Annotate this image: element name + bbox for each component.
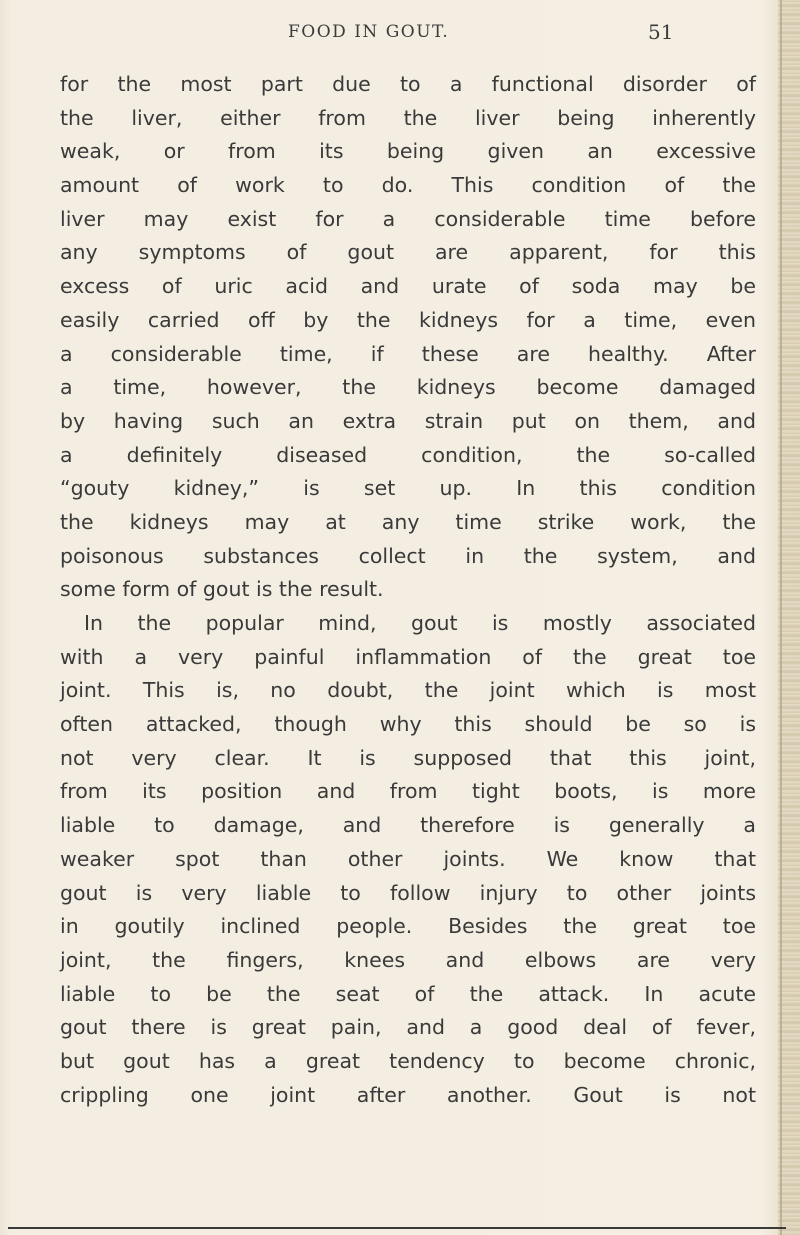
text-line: in goutily inclined people. Besides the great toe bbox=[60, 914, 756, 939]
paragraph-end-line: some form of gout is the result. bbox=[60, 577, 384, 602]
text-line: with a very painful inflammation of the great toe bbox=[60, 644, 756, 669]
text-line: often attacked, though why this should be so is bbox=[60, 712, 756, 737]
text-line: a time, however, the kidneys become damaged bbox=[60, 375, 756, 400]
paragraph-start-line: In the popular mind, gout is mostly associated bbox=[84, 611, 756, 635]
bottom-edge-rule bbox=[8, 1227, 786, 1229]
text-line: any symptoms of gout are apparent, for this bbox=[60, 240, 756, 265]
text-line: gout is very liable to follow injury to other joints bbox=[60, 880, 756, 905]
running-title: FOOD IN GOUT. bbox=[288, 22, 450, 42]
text-line: weak, or from its being given an excessive bbox=[60, 139, 756, 164]
page-edge-line bbox=[780, 0, 782, 1235]
text-line: from its position and from tight boots, is more bbox=[60, 779, 756, 804]
text-line: but gout has a great tendency to become chronic, bbox=[60, 1048, 756, 1073]
text-line: a definitely diseased condition, the so-called bbox=[60, 442, 756, 467]
page-number: 51 bbox=[648, 20, 674, 44]
text-line: by having such an extra strain put on them, and bbox=[60, 408, 756, 433]
text-line: joint, the fingers, knees and elbows are very bbox=[60, 947, 756, 972]
body-text bbox=[60, 68, 756, 1112]
text-line: excess of uric acid and urate of soda may be bbox=[60, 274, 756, 299]
text-line: crippling one joint after another. Gout is not bbox=[60, 1082, 756, 1107]
text-line: amount of work to do. This condition of the bbox=[60, 173, 756, 198]
text-line: poisonous substances collect in the system, and bbox=[60, 543, 756, 568]
text-line: the kidneys may at any time strike work, the bbox=[60, 509, 756, 534]
text-line: easily carried off by the kidneys for a time, even bbox=[60, 307, 756, 332]
text-line: “gouty kidney,” is set up. In this condition bbox=[60, 476, 756, 501]
text-line: gout there is great pain, and a good deal of fever, bbox=[60, 1015, 756, 1040]
text-line: the liver, either from the liver being inherently bbox=[60, 105, 756, 130]
text-line: liable to damage, and therefore is generally a bbox=[60, 813, 756, 838]
text-line: weaker spot than other joints. We know that bbox=[60, 846, 756, 871]
text-line: liable to be the seat of the attack. In acute bbox=[60, 981, 756, 1006]
text-line: for the most part due to a functional disorder of bbox=[60, 72, 756, 96]
text-line: joint. This is, no doubt, the joint which is most bbox=[60, 678, 756, 703]
text-line: liver may exist for a considerable time before bbox=[60, 206, 756, 231]
text-line: not very clear. It is supposed that this joint, bbox=[60, 745, 756, 770]
running-head bbox=[0, 22, 800, 52]
text-line: a considerable time, if these are healthy. After bbox=[60, 341, 756, 366]
